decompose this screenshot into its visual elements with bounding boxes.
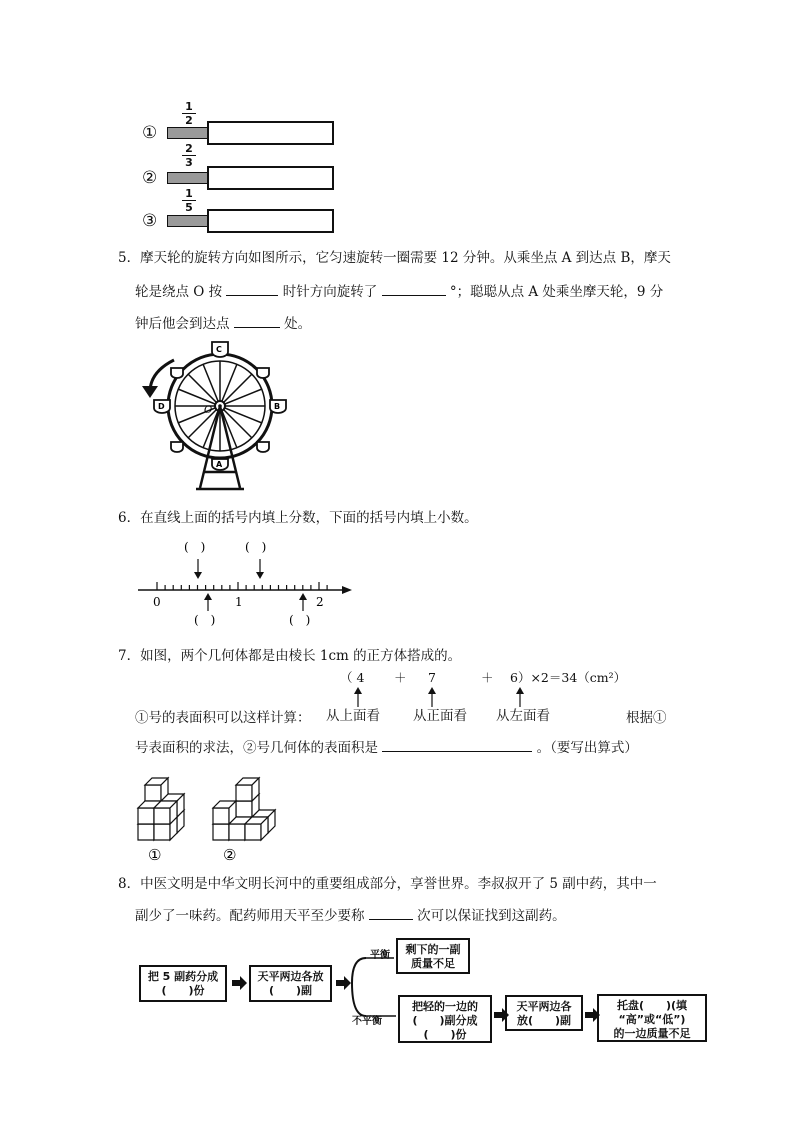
ferris-wheel-figure xyxy=(138,338,298,498)
line: 托盘( )(填 xyxy=(616,999,688,1012)
line: ( )副分成 xyxy=(412,1014,478,1027)
formula-plus-1: ＋ xyxy=(394,670,407,685)
denominator: 2 xyxy=(185,114,193,127)
numerator: 1 xyxy=(185,100,193,113)
fraction-1 xyxy=(182,101,196,126)
question-text: 摩天轮的旋转方向如图所示，它匀速旋转一圈需要 12 分钟。从乘坐点 A 到达点 B，摩天 xyxy=(140,250,671,266)
figure-1 xyxy=(138,778,184,840)
bar-outline-1 xyxy=(207,121,334,145)
item-number-1: ① xyxy=(142,123,158,143)
question-text: 如图，两个几何体都是由棱长 1cm 的正方体搭成的。 xyxy=(140,648,462,664)
paren-top-2[interactable]: ( ) xyxy=(245,540,267,554)
line: 天平两边各放 xyxy=(257,970,324,983)
line: “高”或“低”) xyxy=(618,1013,686,1026)
line: 质量不足 xyxy=(411,957,455,970)
text: 钟后他会到达点 xyxy=(135,316,230,332)
item-number-3: ③ xyxy=(142,211,158,231)
view-front-label: 从正面看 xyxy=(413,708,467,724)
text: 副少了一味药。配药师用天平至少要称 xyxy=(135,908,365,924)
answer-blank-direction[interactable] xyxy=(226,281,278,296)
down-arrows xyxy=(198,559,260,574)
numerator: 2 xyxy=(185,142,193,155)
label-c: C xyxy=(216,345,222,354)
q5-line1 xyxy=(118,248,671,268)
label-o: O xyxy=(204,405,213,416)
line: 的一边质量不足 xyxy=(613,1027,691,1040)
cube-face xyxy=(245,824,261,840)
cube-face xyxy=(236,785,252,801)
text: 。（要写出算式） xyxy=(536,740,638,756)
q7-line xyxy=(118,646,461,666)
question-number: 7． xyxy=(118,648,141,664)
flow-arrows xyxy=(232,976,600,1022)
axis-arrow xyxy=(342,586,352,594)
line: 把轻的一边的 xyxy=(412,1000,478,1013)
ticks xyxy=(157,582,327,590)
number-line-figure xyxy=(132,536,362,628)
cube-figures xyxy=(134,760,294,870)
cube-face xyxy=(154,824,170,840)
view-left-label: 从左面看 xyxy=(496,708,550,724)
question-number: 6． xyxy=(118,510,141,526)
denominator: 3 xyxy=(185,156,193,169)
label-balance: 平衡 xyxy=(370,950,390,961)
line: ( )份 xyxy=(423,1028,467,1041)
text: 轮是绕点 O 按 xyxy=(135,284,223,300)
cube-face xyxy=(213,808,229,824)
q5-line3 xyxy=(135,313,311,334)
fraction-3 xyxy=(182,188,196,213)
formula-seven: 7 xyxy=(428,670,436,685)
arrow-head xyxy=(142,386,158,398)
view-top-label: 从上面看 xyxy=(326,708,380,724)
q8-line1 xyxy=(118,874,657,894)
bar-outline-2 xyxy=(207,166,334,190)
answer-blank-point[interactable] xyxy=(234,313,280,328)
paren-top-1[interactable]: ( ) xyxy=(184,540,206,554)
denominator: 5 xyxy=(185,201,193,214)
line: 放( )副 xyxy=(516,1014,572,1027)
q7-line3 xyxy=(135,737,638,758)
line: 天平两边各 xyxy=(516,1000,572,1013)
numerator: 1 xyxy=(185,187,193,200)
figure-2 xyxy=(213,778,275,840)
paren-bottom-1[interactable]: ( ) xyxy=(194,613,216,627)
label-b: B xyxy=(274,402,281,411)
formula-plus-2: ＋ xyxy=(481,670,494,685)
question-text: 中医文明是中华文明长河中的重要组成部分，享誉世界。李叔叔开了 5 副中药，其中一 xyxy=(140,876,657,892)
label-unbalance: 不平衡 xyxy=(352,1016,382,1027)
label-d: D xyxy=(158,402,165,411)
answer-blank-angle[interactable] xyxy=(382,281,446,296)
text: °；聪聪从点 A 处乘坐摩天轮，9 分 xyxy=(449,284,664,300)
tick-label-2: 2 xyxy=(316,595,324,609)
paren-bottom-2[interactable]: ( ) xyxy=(289,613,311,627)
cube-face xyxy=(213,824,229,840)
flow-connectors xyxy=(226,936,606,1036)
question-number: 8． xyxy=(118,876,141,892)
line: 剩下的一副 xyxy=(405,943,461,956)
question-text: 在直线上面的括号内填上分数，下面的括号内填上小数。 xyxy=(140,510,478,526)
flow-box-split xyxy=(139,965,227,1002)
question-number: 5． xyxy=(118,250,141,266)
cube-face xyxy=(145,785,161,801)
bar-fill-1 xyxy=(167,127,209,139)
formula-close: 6）×2＝34（cm²） xyxy=(510,670,627,685)
q7-line2-end: 根据① xyxy=(626,710,667,726)
text: 处。 xyxy=(284,316,312,332)
cube-face xyxy=(236,801,252,817)
text: ①号的表面积可以这样计算： xyxy=(135,710,311,726)
cube-face xyxy=(138,824,154,840)
q5-line2 xyxy=(135,281,663,302)
q8-line2 xyxy=(135,905,566,926)
bar-fill-3 xyxy=(167,215,209,227)
flow-box-result xyxy=(597,994,707,1042)
item-number-2: ② xyxy=(142,168,158,188)
cube-face xyxy=(138,808,154,824)
line: ( )副 xyxy=(268,984,313,997)
tick-label-1: 1 xyxy=(235,595,243,609)
text: 次可以保证找到这副药。 xyxy=(417,908,566,924)
q6-line xyxy=(118,508,478,528)
fraction-2 xyxy=(182,143,196,168)
tick-label-0: 0 xyxy=(153,595,161,609)
up-arrows xyxy=(208,598,303,611)
text: 时针方向旋转了 xyxy=(282,284,378,300)
cube-face xyxy=(154,808,170,824)
cube-face xyxy=(229,824,245,840)
branch-brace xyxy=(352,958,366,1016)
formula-open: （ 4 xyxy=(340,670,365,685)
formula-arrows xyxy=(350,686,530,708)
q7-line2 xyxy=(135,708,311,728)
line: 把 5 副药分成 xyxy=(147,970,219,983)
line: ( )份 xyxy=(161,984,205,997)
figure-label-2: ② xyxy=(223,846,237,864)
label-a: A xyxy=(216,460,223,469)
answer-blank-weighings[interactable] xyxy=(369,905,413,920)
text: 号表面积的求法，②号几何体的表面积是 xyxy=(135,740,378,756)
bar-outline-3 xyxy=(207,209,334,233)
figure-label-1: ① xyxy=(148,846,162,864)
bar-fill-2 xyxy=(167,172,209,184)
answer-blank-surface-area[interactable] xyxy=(382,737,532,752)
